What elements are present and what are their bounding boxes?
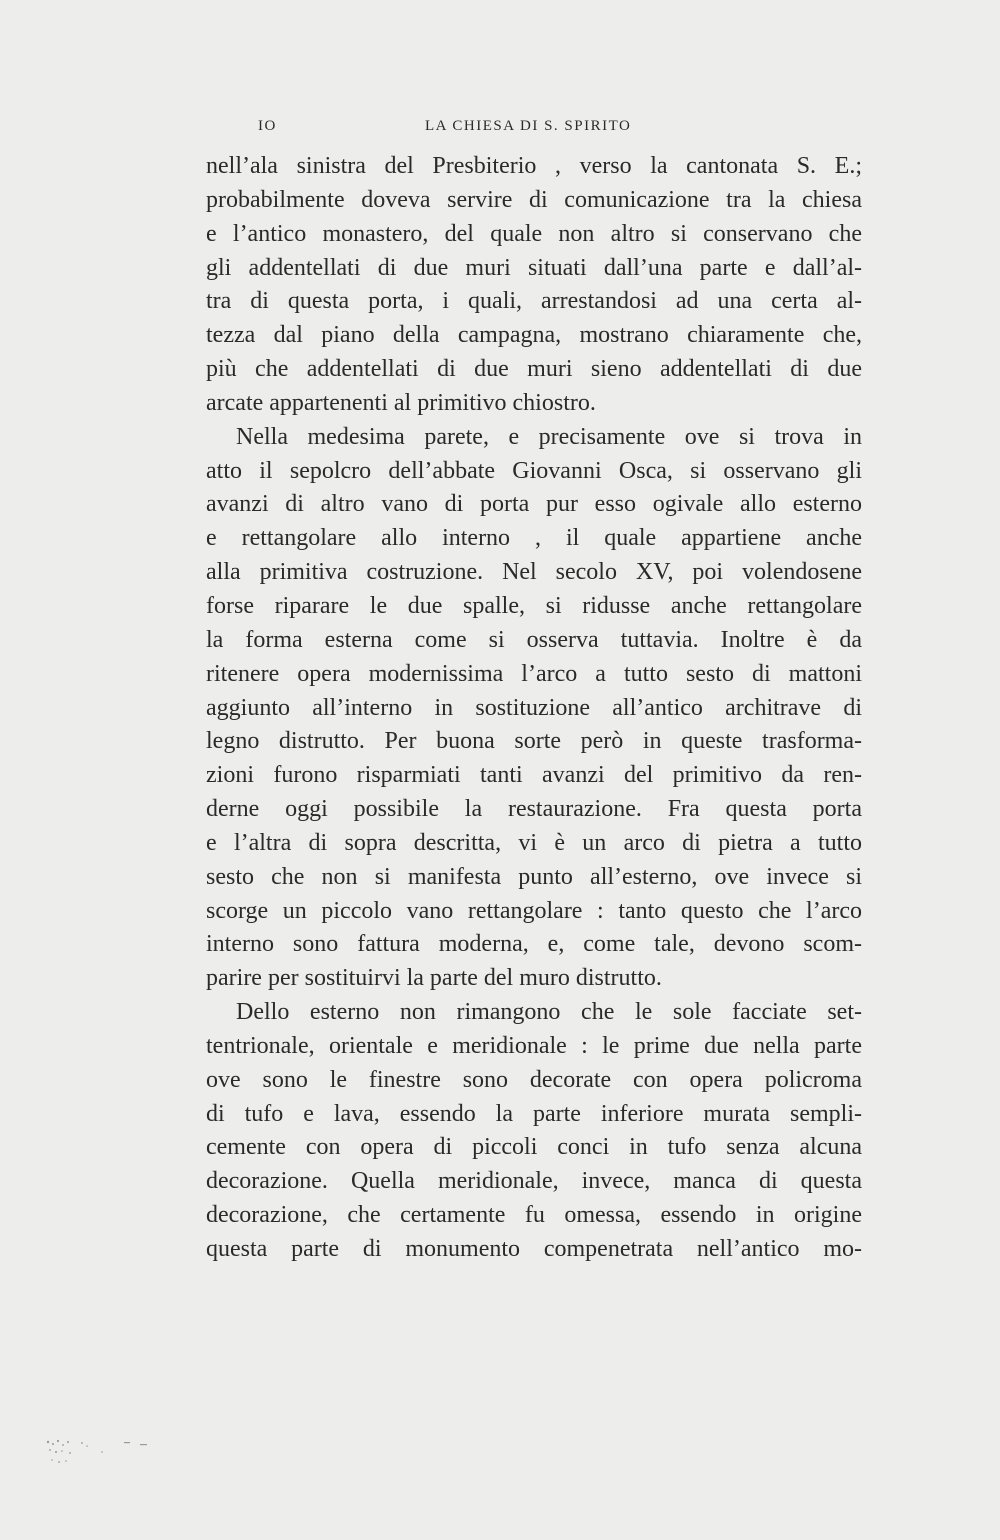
text-line: aggiunto all’interno in sostituzione all’antico architrave di <box>206 694 862 721</box>
text-line: questa parte di monumento compenetrata nell’antico mo- <box>206 1236 862 1262</box>
text-line: gli addentellati di due muri situati dall’una parte e dall’al- <box>206 254 862 281</box>
text-line: cemente con opera di piccoli conci in tufo senza alcuna <box>206 1134 862 1161</box>
paragraph <box>206 421 862 996</box>
text-line: probabilmente doveva servire di comunicazione tra la chiesa <box>206 186 862 213</box>
text-line: alla primitiva costruzione. Nel secolo XV, poi volendosene <box>206 559 862 586</box>
paragraph <box>206 150 862 421</box>
body-text <box>206 150 862 1267</box>
text-line: Dello esterno non rimangono che le sole facciate set- <box>236 999 862 1026</box>
text-line: ove sono le finestre sono decorate con opera policroma <box>206 1066 862 1093</box>
running-title: LA CHIESA DI S. SPIRITO <box>425 118 632 134</box>
text-line: e rettangolare allo interno , il quale appartiene anche <box>206 525 862 552</box>
text-line: e l’antico monastero, del quale non altro si conservano che <box>206 220 862 247</box>
text-line: decorazione, che certamente fu omessa, essendo in origine <box>206 1202 862 1229</box>
text-line: tra di questa porta, i quali, arrestandosi ad una certa al- <box>206 288 862 315</box>
text-line: legno distrutto. Per buona sorte però in queste trasforma- <box>206 728 862 755</box>
text-line: interno sono fattura moderna, e, come tale, devono scom- <box>206 931 862 958</box>
text-line: e l’altra di sopra descritta, vi è un arco di pietra a tutto <box>206 829 862 856</box>
text-line: tentrionale, orientale e meridionale : le prime due nella parte <box>206 1032 862 1059</box>
text-line: nell’ala sinistra del Presbiterio , verso la cantonata S. E.; <box>206 153 862 179</box>
text-line: parire per sostituirvi la parte del muro distrutto. <box>206 965 662 992</box>
text-line: la forma esterna come si osserva tuttavia. Inoltre è da <box>206 626 862 653</box>
paragraph <box>206 996 862 1267</box>
text-line: sesto che non si manifesta punto all’esterno, ove invece si <box>206 863 862 890</box>
scan-speckle-marks <box>40 1432 170 1472</box>
text-line: ritenere opera modernissima l’arco a tutto sesto di mattoni <box>206 660 862 687</box>
text-line: scorge un piccolo vano rettangolare : tanto questo che l’arco <box>206 897 862 924</box>
page-number: IO <box>258 118 277 134</box>
text-line: zioni furono risparmiati tanti avanzi del primitivo da ren- <box>206 762 862 789</box>
text-line: atto il sepolcro dell’abbate Giovanni Osca, si osservano gli <box>206 457 862 484</box>
text-line: tezza dal piano della campagna, mostrano chiaramente che, <box>206 322 862 349</box>
text-line: derne oggi possibile la restaurazione. Fra questa porta <box>206 796 862 823</box>
text-line: più che addentellati di due muri sieno addentellati di due <box>206 356 862 383</box>
text-line: Nella medesima parete, e precisamente ove si trova in <box>236 423 862 450</box>
text-line: forse riparare le due spalle, si ridusse anche rettangolare <box>206 592 862 619</box>
text-line: arcate appartenenti al primitivo chiostro. <box>206 389 596 416</box>
text-line: di tufo e lava, essendo la parte inferiore murata sempli- <box>206 1100 862 1127</box>
page-header <box>258 118 658 144</box>
text-line: decorazione. Quella meridionale, invece, manca di questa <box>206 1168 862 1195</box>
text-line: avanzi di altro vano di porta pur esso ogivale allo esterno <box>206 491 862 518</box>
